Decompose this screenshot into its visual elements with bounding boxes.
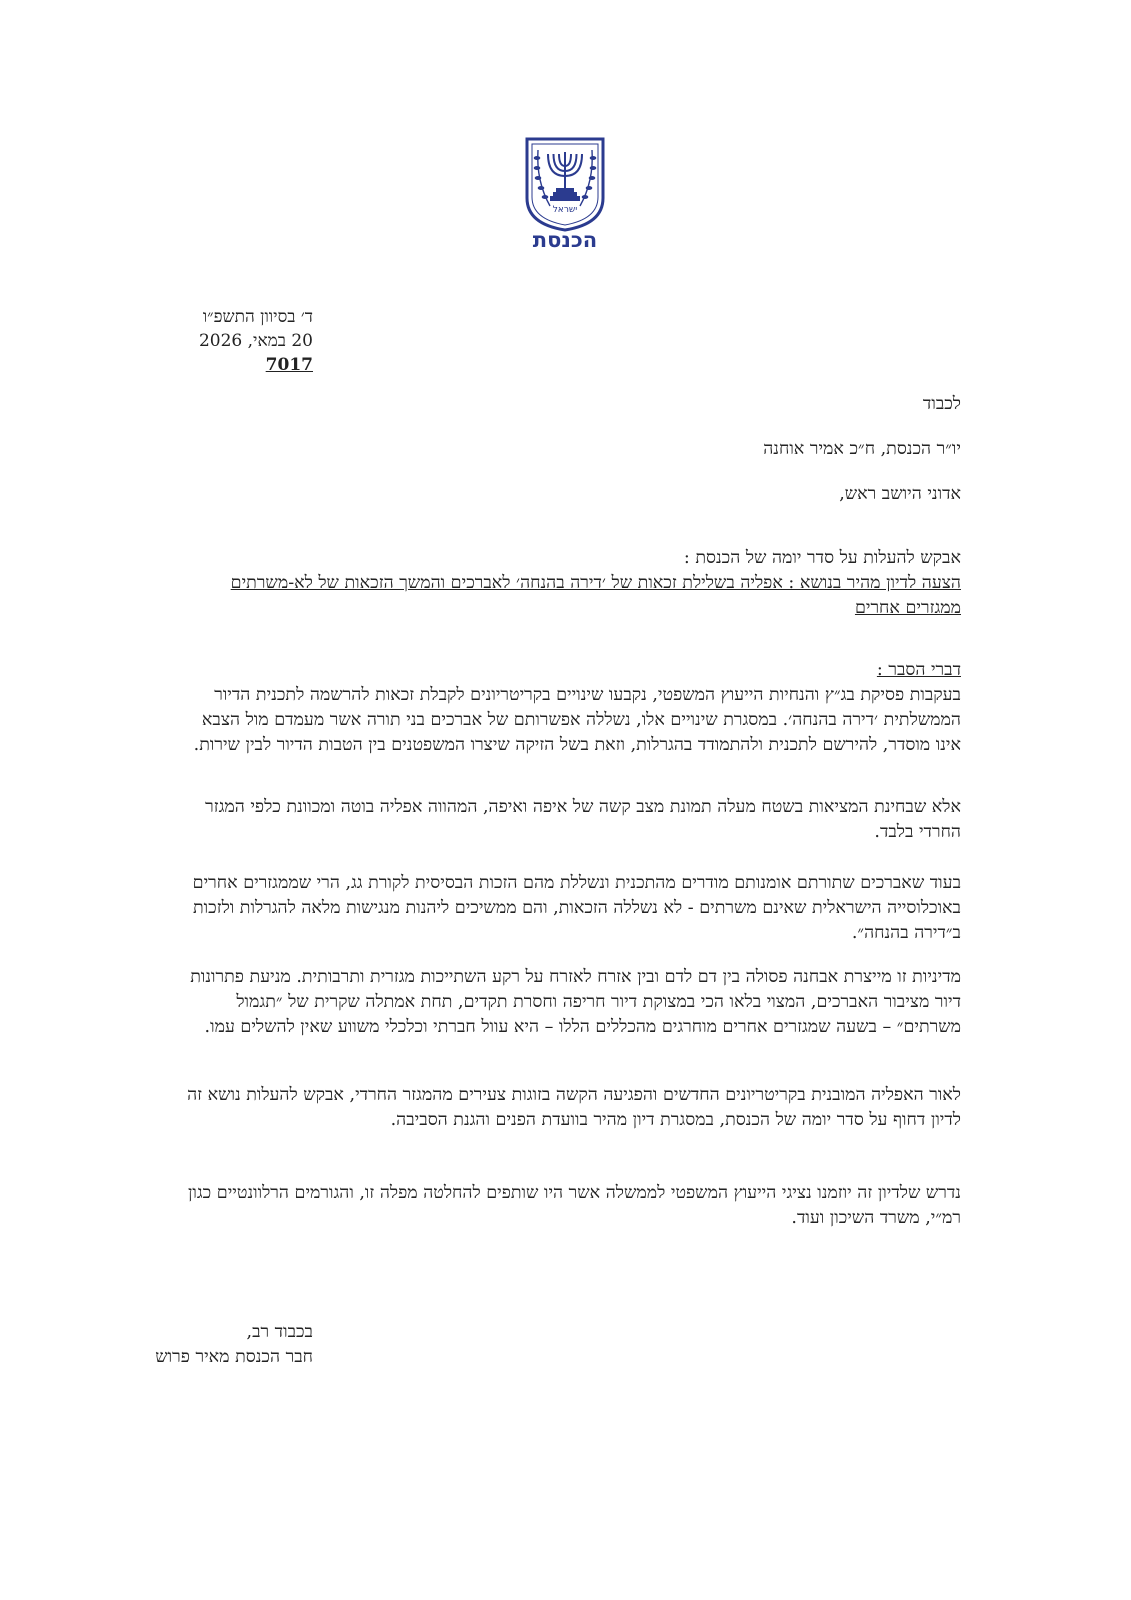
explanation-paragraph: בעוד שאברכים שתורתם אומנותם מודרים מהתכנית ונשללת מהם הזכות הבסיסית לקורת גג, הרי שממגזרים אחרים באוכלוסייה הישראלית שאינם משרתים - לא נשללה הזכאות, והם ממשיכים ליהנות מנגישות מלאה להגרלות ולזכות ב״דירה בהנחה״. xyxy=(192,873,961,943)
letterhead-title: הכנסת xyxy=(532,228,598,252)
gregorian-date: 20 במאי, 2026 xyxy=(198,331,313,351)
explanation-heading: דברי הסבר : xyxy=(876,660,961,680)
hebrew-date: ד׳ בסיוון התשפ״ו xyxy=(202,307,313,327)
salutation: לכבוד xyxy=(922,394,961,414)
greeting: אדוני היושב ראש, xyxy=(839,484,961,504)
explanation-paragraph: בעקבות פסיקת בג״ץ והנחיות הייעוץ המשפטי, נקבעו שינויים בקריטריונים לקבלת זכאות להרשמה לתכנית הדיור הממשלתית ׳דירה בהנחה׳. במסגרת שינויים אלו, נשללה אפשרותם של אברכים בני תורה אשר מעמדם מול הצבא אינו מוסדר, להירשם לתכנית ולהתמודד בהגרלות, וזאת בשל הזיקה שיצרו המשפטנים בין הטבות הדיור לבין שירות. xyxy=(193,685,961,755)
explanation-paragraph: מדיניות זו מייצרת אבחנה פסולה בין דם לדם ובין אזרח לאזרח על רקע השתייכות מגזרית ותרבותית. מניעת פתרונות דיור מציבור האברכים, המצוי בלאו הכי במצוקת דיור חריפה וחסרת תקדים, תחת אמתלה שקרית של ״תגמול משרתים״ – בשעה שמגזרים אחרים מוחרגים מהכללים הללו – היא עוול חברתי וכלכלי משווע שאין להשלים עמו. xyxy=(190,967,961,1037)
date-block xyxy=(199,305,313,377)
closing: בכבוד רב, xyxy=(246,1322,313,1342)
emblem-label: ישראל xyxy=(552,205,578,215)
signer-name: חבר הכנסת מאיר פרוש xyxy=(155,1347,313,1367)
addressee: יו״ר הכנסת, ח״כ אמיר אוחנה xyxy=(763,439,961,459)
request-block xyxy=(175,546,961,621)
reference-number: 7017 xyxy=(265,355,313,375)
explanation-paragraph: לאור האפליה המובנית בקריטריונים החדשים והפגיעה הקשה בזוגות צעירים מהמגזר החרדי, אבקש להעלות נושא זה לדיון דחוף על סדר יומה של הכנסת, במסגרת דיון מהיר בוועדת הפנים והגנת הסביבה. xyxy=(187,1085,961,1130)
explanation-paragraph: אלא שבחינת המציאות בשטח מעלה תמונת מצב קשה של איפה ואיפה, המהווה אפליה בוטה ומכוונת כלפי המגזר החרדי בלבד. xyxy=(205,797,961,842)
knesset-emblem-icon xyxy=(524,136,606,232)
explanation-paragraph: נדרש שלדיון זה יוזמנו נציגי הייעוץ המשפטי לממשלה אשר היו שותפים להחלטה מפלה זו, והגורמים הרלוונטיים כגון רמ״י, משרד השיכון ועוד. xyxy=(187,1183,961,1228)
signature-block xyxy=(155,1320,313,1370)
request-subject: הצעה לדיון מהיר בנושא : אפליה בשלילת זכאות של ׳דירה בהנחה׳ לאברכים והמשך הזכאות של לא-משרתים ממגזרים אחרים xyxy=(230,573,961,618)
request-intro: אבקש להעלות על סדר יומה של הכנסת : xyxy=(683,548,961,568)
